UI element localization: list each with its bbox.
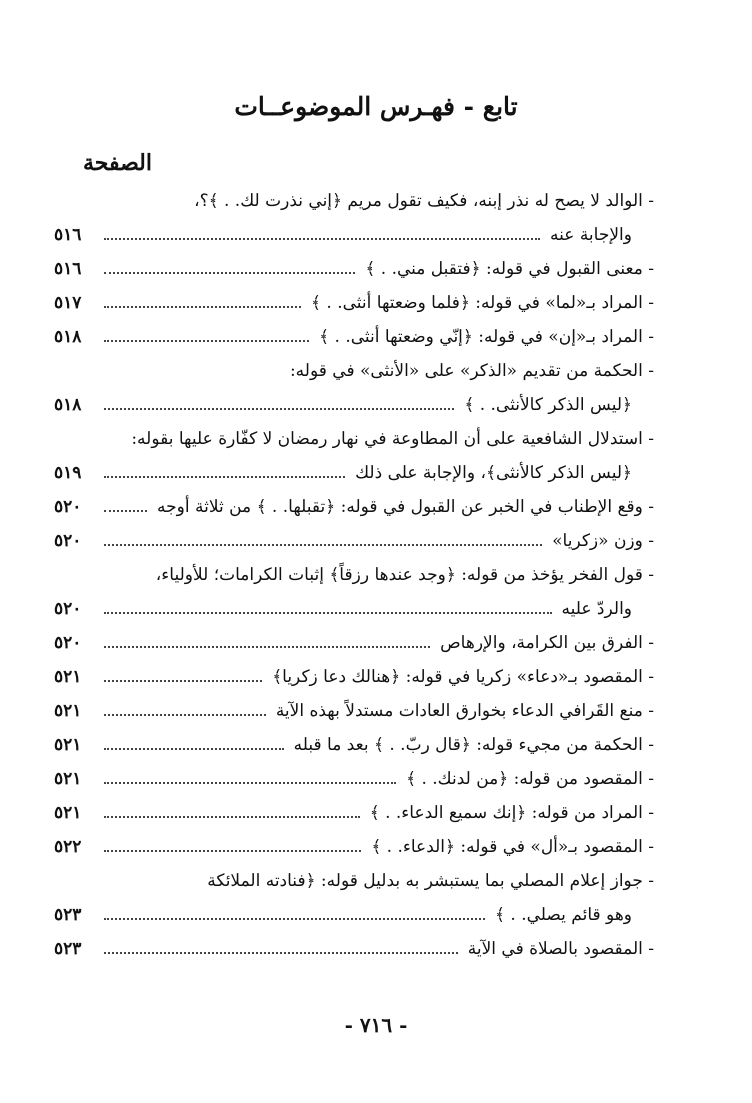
toc-entry <box>54 348 654 382</box>
toc-entry-text: - المراد بـ«إن» في قوله: ﴿إنّي وضعتها أنثى. . ﴾ <box>319 327 654 347</box>
toc-leader-dots <box>104 408 454 410</box>
toc-entry <box>54 858 654 892</box>
toc-entry <box>54 450 654 484</box>
page-column-header: الصفحة <box>82 150 152 176</box>
toc-entry-text: وهو قائم يصلي. . ﴾ <box>495 905 632 925</box>
toc-entry <box>54 756 654 790</box>
toc-entry-text: - منع القَرافي الدعاء بخوارق العادات مستدلاً بهذه الآية <box>275 701 654 721</box>
toc-entry <box>54 824 654 858</box>
toc-leader-dots <box>104 816 360 818</box>
toc-entry <box>54 552 654 586</box>
toc-entry <box>54 926 654 960</box>
toc-leader-dots <box>104 680 262 682</box>
toc-entry-text: - وزن «زكريا» <box>552 531 654 551</box>
toc-entry <box>54 484 654 518</box>
toc-leader-dots <box>104 476 345 478</box>
toc-leader-dots <box>104 646 430 648</box>
page-title: تابع - فهـرس الموضوعــات <box>234 92 518 121</box>
toc-entry-text: - المقصود بـ«أل» في قوله: ﴿الدعاء. . ﴾ <box>371 837 654 857</box>
toc-page-number: ٥١٨ <box>54 327 82 347</box>
toc-page-number: ٥١٦ <box>54 225 82 245</box>
toc-page-number: ٥٢٠ <box>54 633 82 653</box>
toc-entry-text: - الحكمة من مجيء قوله: ﴿قال ربّ. . ﴾ بعد ما قبله <box>293 735 654 755</box>
toc-entry <box>54 416 654 450</box>
toc-page-number: ٥١٧ <box>54 293 82 313</box>
toc-entry <box>54 518 654 552</box>
toc-entry <box>54 892 654 926</box>
toc-leader-dots <box>104 272 355 274</box>
toc-entry <box>54 620 654 654</box>
toc-entry-text: - معنى القبول في قوله: ﴿فتقبل مني. . ﴾ <box>365 259 654 279</box>
toc-leader-dots <box>104 850 361 852</box>
toc-page-number: ٥٢١ <box>54 735 82 755</box>
toc-entry <box>54 722 654 756</box>
toc-page-number: ٥١٩ <box>54 463 82 483</box>
toc-entry-text: - المقصود بالصلاة في الآية <box>467 939 654 959</box>
toc-entry-text: - استدلال الشافعية على أن المطاوعة في نهار رمضان لا كفّارة عليها بقوله: <box>131 429 654 449</box>
footer-page-number: - ٧١٦ - <box>344 1013 408 1037</box>
table-of-contents <box>54 178 654 960</box>
toc-page-number: ٥١٦ <box>54 259 82 279</box>
toc-page-number: ٥٢١ <box>54 803 82 823</box>
toc-entry-text: والردّ عليه <box>561 599 632 619</box>
toc-entry <box>54 314 654 348</box>
toc-page-number: ٥٢٠ <box>54 531 82 551</box>
toc-entry-text: - المراد بـ«لما» في قوله: ﴿فلما وضعتها أنثى. . ﴾ <box>311 293 654 313</box>
toc-entry <box>54 654 654 688</box>
toc-page-number: ٥٢١ <box>54 701 82 721</box>
toc-entry-text: - المقصود بـ«دعاء» زكريا في قوله: ﴿هنالك دعا زكريا﴾ <box>272 667 654 687</box>
toc-entry <box>54 246 654 280</box>
toc-leader-dots <box>104 510 147 512</box>
toc-entry <box>54 688 654 722</box>
toc-entry-text: - المراد من قوله: ﴿إنك سميع الدعاء. . ﴾ <box>369 803 654 823</box>
toc-entry-text: - قول الفخر يؤخذ من قوله: ﴿وجد عندها رزقاً﴾ إثبات الكرامات؛ للأولياء، <box>155 565 654 585</box>
toc-leader-dots <box>104 918 485 920</box>
toc-page-number: ٥٢٣ <box>54 939 82 959</box>
toc-leader-dots <box>104 714 266 716</box>
toc-entry <box>54 382 654 416</box>
toc-leader-dots <box>104 782 396 784</box>
toc-leader-dots <box>104 544 542 546</box>
toc-page-number: ٥٢٠ <box>54 599 82 619</box>
toc-entry-text: - جواز إعلام المصلي بما يستبشر به بدليل قوله: ﴿فنادته الملائكة <box>207 871 654 891</box>
toc-leader-dots <box>104 952 458 954</box>
toc-entry-text: ﴿ليس الذكر كالأنثى﴾، والإجابة على ذلك <box>355 463 632 483</box>
toc-leader-dots <box>104 340 309 342</box>
toc-entry <box>54 586 654 620</box>
toc-page-number: ٥١٨ <box>54 395 82 415</box>
toc-page-number: ٥٢١ <box>54 769 82 789</box>
toc-entry-text: ﴿ليس الذكر كالأنثى. . ﴾ <box>464 395 632 415</box>
toc-entry <box>54 178 654 212</box>
toc-leader-dots <box>104 612 552 614</box>
toc-page-number: ٥٢٣ <box>54 905 82 925</box>
toc-leader-dots <box>104 306 301 308</box>
toc-leader-dots <box>104 238 540 240</box>
toc-entry <box>54 790 654 824</box>
toc-page-number: ٥٢٢ <box>54 837 82 857</box>
toc-entry-text: - الحكمة من تقديم «الذكر» على «الأنثى» في قوله: <box>289 361 654 381</box>
toc-entry <box>54 212 654 246</box>
toc-page-number: ٥٢٠ <box>54 497 82 517</box>
toc-entry-text: - الفرق بين الكرامة، والإرهاص <box>440 633 654 653</box>
toc-page-number: ٥٢١ <box>54 667 82 687</box>
toc-entry-text: والإجابة عنه <box>550 225 632 245</box>
toc-entry-text: - الوالد لا يصح له نذر إبنه، فكيف تقول مريم ﴿إني نذرت لك. . ﴾؟، <box>194 191 654 211</box>
toc-entry-text: - المقصود من قوله: ﴿من لدنك. . ﴾ <box>406 769 654 789</box>
toc-leader-dots <box>104 748 284 750</box>
toc-entry-text: - وقع الإطناب في الخبر عن القبول في قوله: ﴿تقبلها. . ﴾ من ثلاثة أوجه <box>157 497 654 517</box>
toc-entry <box>54 280 654 314</box>
